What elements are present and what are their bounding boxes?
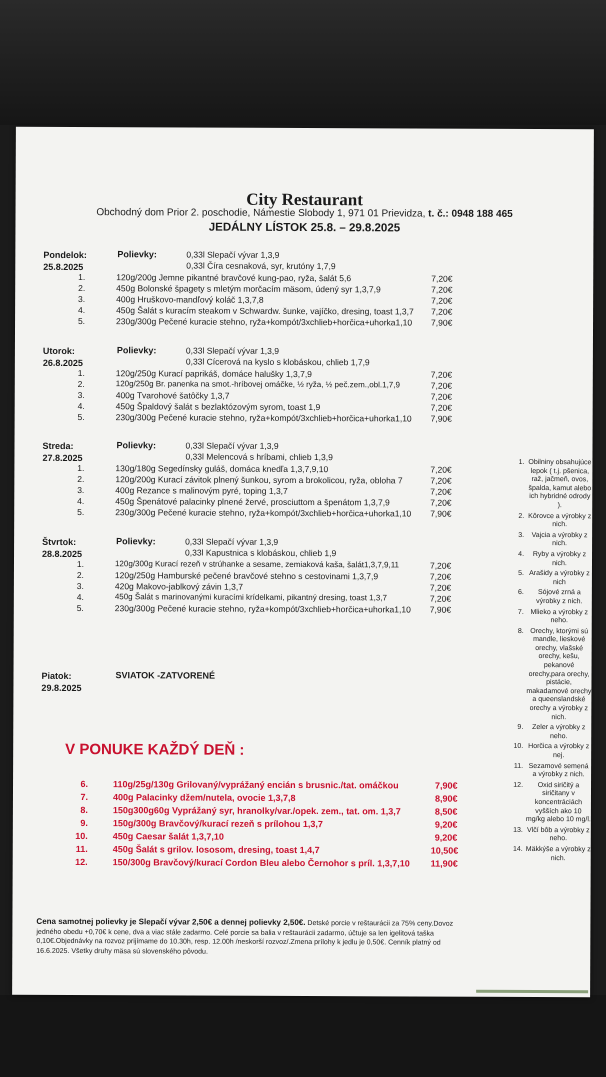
item-number: 5. <box>77 412 85 423</box>
item-price: 7,20€ <box>430 497 452 508</box>
item-number: 3. <box>76 581 84 592</box>
menu-item: 450g Šalát s kuracím steakom v Schwardw. šunke, vajíčko, dresing, toast 1,3,7 <box>116 305 414 317</box>
item-price: 7,90€ <box>429 604 452 615</box>
item-price: 9,20€ <box>434 819 458 830</box>
allergen-item: 8. Orechy, ktorými sú mandle, lieskové orechy, vlašské orechy, kešu, pekanové orechy,para orechy, pistácie, makadamové orechy a queenslandské orechy a výrobky z nich. <box>517 627 592 721</box>
dark-background-bottom <box>0 995 606 1077</box>
item-number: 2. <box>76 570 84 581</box>
item-number: 4. <box>77 305 86 316</box>
day-date: 28.8.2025 <box>42 548 83 560</box>
item-price: 7,20€ <box>429 593 452 604</box>
item-number: 9. <box>80 818 88 829</box>
soup-item: 0,33l Slepačí vývar 1,3,9 <box>186 249 280 260</box>
dark-background-top <box>0 0 606 125</box>
item-number: 5. <box>77 316 86 327</box>
day-wednesday-heading <box>42 440 82 464</box>
soup-item: 0,33l Číra cesnaková, syr, krutóny 1,7,9 <box>186 260 336 272</box>
menu-item: 120g/250g Kurací paprikáš, domáce halušky 1,3,7,9 <box>115 368 312 380</box>
item-number: 4. <box>77 401 85 412</box>
item-price: 7,20€ <box>429 571 452 582</box>
menu-item: 400g Tvarohové šatôčky 1,3,7 <box>115 390 230 401</box>
item-price: 7,90€ <box>435 780 458 791</box>
item-price: 7,20€ <box>430 369 453 380</box>
menu-item: 420g Makovo-jablkový závin 1,3,7 <box>114 581 243 592</box>
item-price: 11,90€ <box>430 858 458 869</box>
item-price: 7,20€ <box>430 486 452 497</box>
soup-item: 0,33l Slepačí vývar 1,3,9 <box>185 440 279 451</box>
menu-item: 120g/300g Kurací rezeň v strúhanke a sesame, zemiaková kaša, šalát1,3,7,9,11 <box>114 559 400 570</box>
allergen-item: 6. Sójové zrná a výrobky z nich. <box>518 589 583 606</box>
item-number: 3. <box>78 294 86 305</box>
allergen-item: 5. Arašidy a výrobky z nich <box>518 570 590 586</box>
phone-number: 0948 188 465 <box>451 208 513 220</box>
item-number: 4. <box>76 592 84 603</box>
menu-item: 120g/250g Hamburské pečené bravčové stehno s cestovinami 1,3,7,9 <box>114 570 379 582</box>
day-name: Utorok: <box>42 345 75 357</box>
item-price: 8,90€ <box>434 793 458 804</box>
menu-item: 120g/250g Br. panenka na smot.-hríbovej omáčke, ½ ryža, ½ peč.zem.,obl.1,7,9 <box>115 379 400 390</box>
soups-label: Polievky: <box>117 249 157 260</box>
item-number: 2. <box>77 474 85 485</box>
item-number: 5. <box>76 603 84 614</box>
item-number: 3. <box>77 485 85 496</box>
menu-item: 400g Rezance s malinovým pyré, toping 1,3,7 <box>115 485 288 496</box>
soup-item: 0,33l Cícerová na kyslo s klobáskou, chlieb 1,7,9 <box>185 356 370 368</box>
item-price: 7,20€ <box>430 391 453 402</box>
item-price: 7,20€ <box>431 295 453 306</box>
item-number: 6. <box>80 779 89 790</box>
allergen-item: 4. Ryby a výrobky z nich. <box>518 550 587 567</box>
day-name: Štvrtok: <box>42 536 77 548</box>
item-price: 7,20€ <box>430 464 452 475</box>
everyday-item: 150g300g60g Vyprážaný syr, hranolky/var./opek. zem., tat. om. 1,3,7 <box>112 805 401 817</box>
menu-item: 400g Hruškovo-mandľový koláč 1,3,7,8 <box>116 294 264 305</box>
soup-item: 0,33l Kapustnica s klobáskou, chlieb 1,9 <box>185 547 337 559</box>
divider-line <box>476 990 588 993</box>
phone-label: t. č.: <box>428 208 449 220</box>
item-price: 7,20€ <box>429 582 452 593</box>
item-number: 11. <box>75 844 88 855</box>
menu-period-title: JEDÁLNY LÍSTOK 25.8. – 29.8.2025 <box>208 221 401 235</box>
day-friday-heading <box>41 670 81 694</box>
allergen-item: 13. Vlčí bôb a výrobky z neho. <box>513 826 590 843</box>
day-date: 29.8.2025 <box>41 682 82 694</box>
item-price: 7,20€ <box>431 306 453 317</box>
day-date: 25.8.2025 <box>43 261 84 273</box>
menu-item: 450g Špaldový šalát s bezlaktózovým syrom, toast 1,9 <box>115 401 321 413</box>
menu-item: 120g/200g Kurací závitok plnený šunkou, syrom a brokolicou, ryža, obloha 7 <box>115 474 403 486</box>
item-price: 7,20€ <box>429 560 452 571</box>
menu-item: 230g/300g Pečené kuracie stehno, ryža+kompót/3xchlieb+horčica+uhorka1,10 <box>114 603 411 615</box>
everyday-item: 150/300g Bravčový/kurací Cordon Bleu alebo Černohor s príl. 1,3,7,10 <box>112 857 410 869</box>
allergen-item: 2. Kôrovce a výrobky z nich. <box>518 512 592 529</box>
item-number: 7. <box>80 792 88 803</box>
item-price: 7,20€ <box>431 273 453 284</box>
soup-item: 0,33l Slepačí vývar 1,3,9 <box>185 536 279 547</box>
item-price: 7,90€ <box>430 508 452 519</box>
price-notes <box>36 917 466 958</box>
restaurant-name: City Restaurant <box>246 189 363 210</box>
item-number: 1. <box>78 272 86 283</box>
soups-label: Polievky: <box>116 536 156 547</box>
soup-item: 0,33l Melencová s hríbami, chlieb 1,3,9 <box>185 451 333 463</box>
everyday-item: 110g/25g/130g Grilovaný/vyprážaný encián s brusnic./tat. omáčkou <box>113 779 399 791</box>
everyday-item: 450g Caesar šalát 1,3,7,10 <box>112 831 224 842</box>
soup-item: 0,33l Slepačí vývar 1,3,9 <box>185 345 280 356</box>
menu-item: 450g Šalát s marinovanými kuracími krídelkami, pikantný dresing, toast 1,3,7 <box>114 592 387 603</box>
soup-price-note: Cena samotnej polievky je Slepačí vývar 2,50€ a dennej polievky 2,50€. <box>36 916 306 928</box>
allergen-list <box>509 459 593 865</box>
menu-item: 130g/180g Segedínsky guláš, domáca knedľa 1,3,7,9,10 <box>115 463 329 475</box>
day-name: Piatok: <box>41 670 72 681</box>
item-number: 2. <box>78 283 86 294</box>
allergen-item: 7. Mlieko a výrobky z neho. <box>517 608 589 625</box>
day-tuesday-heading <box>43 345 83 369</box>
everyday-item: 400g Palacinky džem/nutela, ovocie 1,3,7,8 <box>112 792 296 803</box>
day-date: 27.8.2025 <box>42 452 83 464</box>
allergen-item: 1. Obilniny obsahujúce lepok ( t.j. pšenica, raž, jačmeň, ovos, špalda, kamut alebo ich hybridné odrody ). <box>518 458 592 510</box>
day-date: 26.8.2025 <box>42 357 83 369</box>
item-price: 7,20€ <box>430 475 452 486</box>
allergen-item: 3. Vajcia a výrobky z nich. <box>518 531 588 548</box>
item-number: 2. <box>77 379 85 390</box>
item-number: 12. <box>75 857 88 868</box>
item-number: 10. <box>75 831 88 842</box>
menu-item: 230g/300g Pečené kuracie stehno, ryža+kompót/3xchlieb+horčica+uhorka1,10 <box>115 412 412 424</box>
everyday-offer-title: V PONUKE KAŽDÝ DEŇ : <box>65 740 245 759</box>
allergen-item: 12. Oxid siričitý a siričitany v koncentráciách vyšších ako 10 mg/kg alebo 10 mg/l. <box>513 781 591 824</box>
allergen-item: 14. Mäkkýše a výrobky z nich. <box>512 845 591 862</box>
item-number: 1. <box>76 559 85 570</box>
delivery-notes: Detské porcie v reštaurácii za 75% ceny.Dovoz jedného obedu +0,70€ k cene, dva a viac stále zadarmo. Celé porcie sa balia v reštaurácii zadarmo, účtuje sa len igelitová taška 0,10€.Objednávky na rozvoz prijímame do 10.30h, resp. 12.00h /neskorší rozvoz/.Zmena prílohy k jedlu je 0,50€. Cenník platný od 16.6.2025. Všetky druhy mäsa sú slovenského pôvodu. <box>36 920 454 956</box>
address-text: Obchodný dom Prior 2. poschodie, Námestie Slobody 1, 971 01 Prievidza, <box>96 207 426 220</box>
item-price: 8,50€ <box>434 806 458 817</box>
item-price: 9,20€ <box>434 832 458 843</box>
item-price: 7,20€ <box>431 284 453 295</box>
everyday-item: 450g Šalát s grilov. lososom, dresing, toast 1,4,7 <box>112 844 320 856</box>
item-price: 7,90€ <box>431 317 453 328</box>
item-number: 3. <box>77 390 85 401</box>
restaurant-address <box>15 207 593 221</box>
item-number: 8. <box>80 805 88 816</box>
menu-item: 230g/300g Pečené kuracie stehno, ryža+kompót/3xchlieb+horčica+uhorka1,10 <box>116 316 413 328</box>
item-number: 1. <box>77 463 85 474</box>
item-price: 7,90€ <box>430 413 452 424</box>
menu-item: 120g/200g Jemne pikantné bravčové kung-pao, ryža, šalát 5,6 <box>116 272 352 284</box>
menu-sheet <box>12 127 594 998</box>
menu-item: 450g Špenátové palacinky plnené žervé, prosciuttom a špenátom 1,3,7,9 <box>115 496 390 508</box>
allergen-item: 10. Horčica a výrobky z nej. <box>513 743 590 760</box>
soups-label: Polievky: <box>116 345 157 356</box>
menu-item: 230g/300g Pečené kuracie stehno, ryža+kompót/3xchlieb+horčica+uhorka1,10 <box>115 507 412 519</box>
item-number: 4. <box>77 496 85 507</box>
item-number: 5. <box>77 507 85 518</box>
day-monday-heading <box>43 249 87 273</box>
holiday-closed-note: SVIATOK -ZATVORENÉ <box>115 670 216 681</box>
day-name: Pondelok: <box>43 249 87 261</box>
item-price: 7,20€ <box>430 402 452 413</box>
menu-item: 450g Bolonské špagety s mletým morčacím mäsom, údený syr 1,3,7,9 <box>116 283 381 295</box>
everyday-item: 150g/300g Bravčový/kurací rezeň s prílohou 1,3,7 <box>112 818 323 830</box>
allergen-item: 9. Zeler a výrobky z neho. <box>517 724 586 740</box>
day-name: Streda: <box>42 440 74 451</box>
day-thursday-heading <box>42 536 82 560</box>
item-price: 10,50€ <box>430 845 459 856</box>
soups-label: Polievky: <box>116 440 157 451</box>
allergen-item: 11. Sezamové semená a výrobky z nich. <box>513 762 589 779</box>
item-number: 1. <box>77 368 85 379</box>
item-price: 7,20€ <box>430 380 453 391</box>
